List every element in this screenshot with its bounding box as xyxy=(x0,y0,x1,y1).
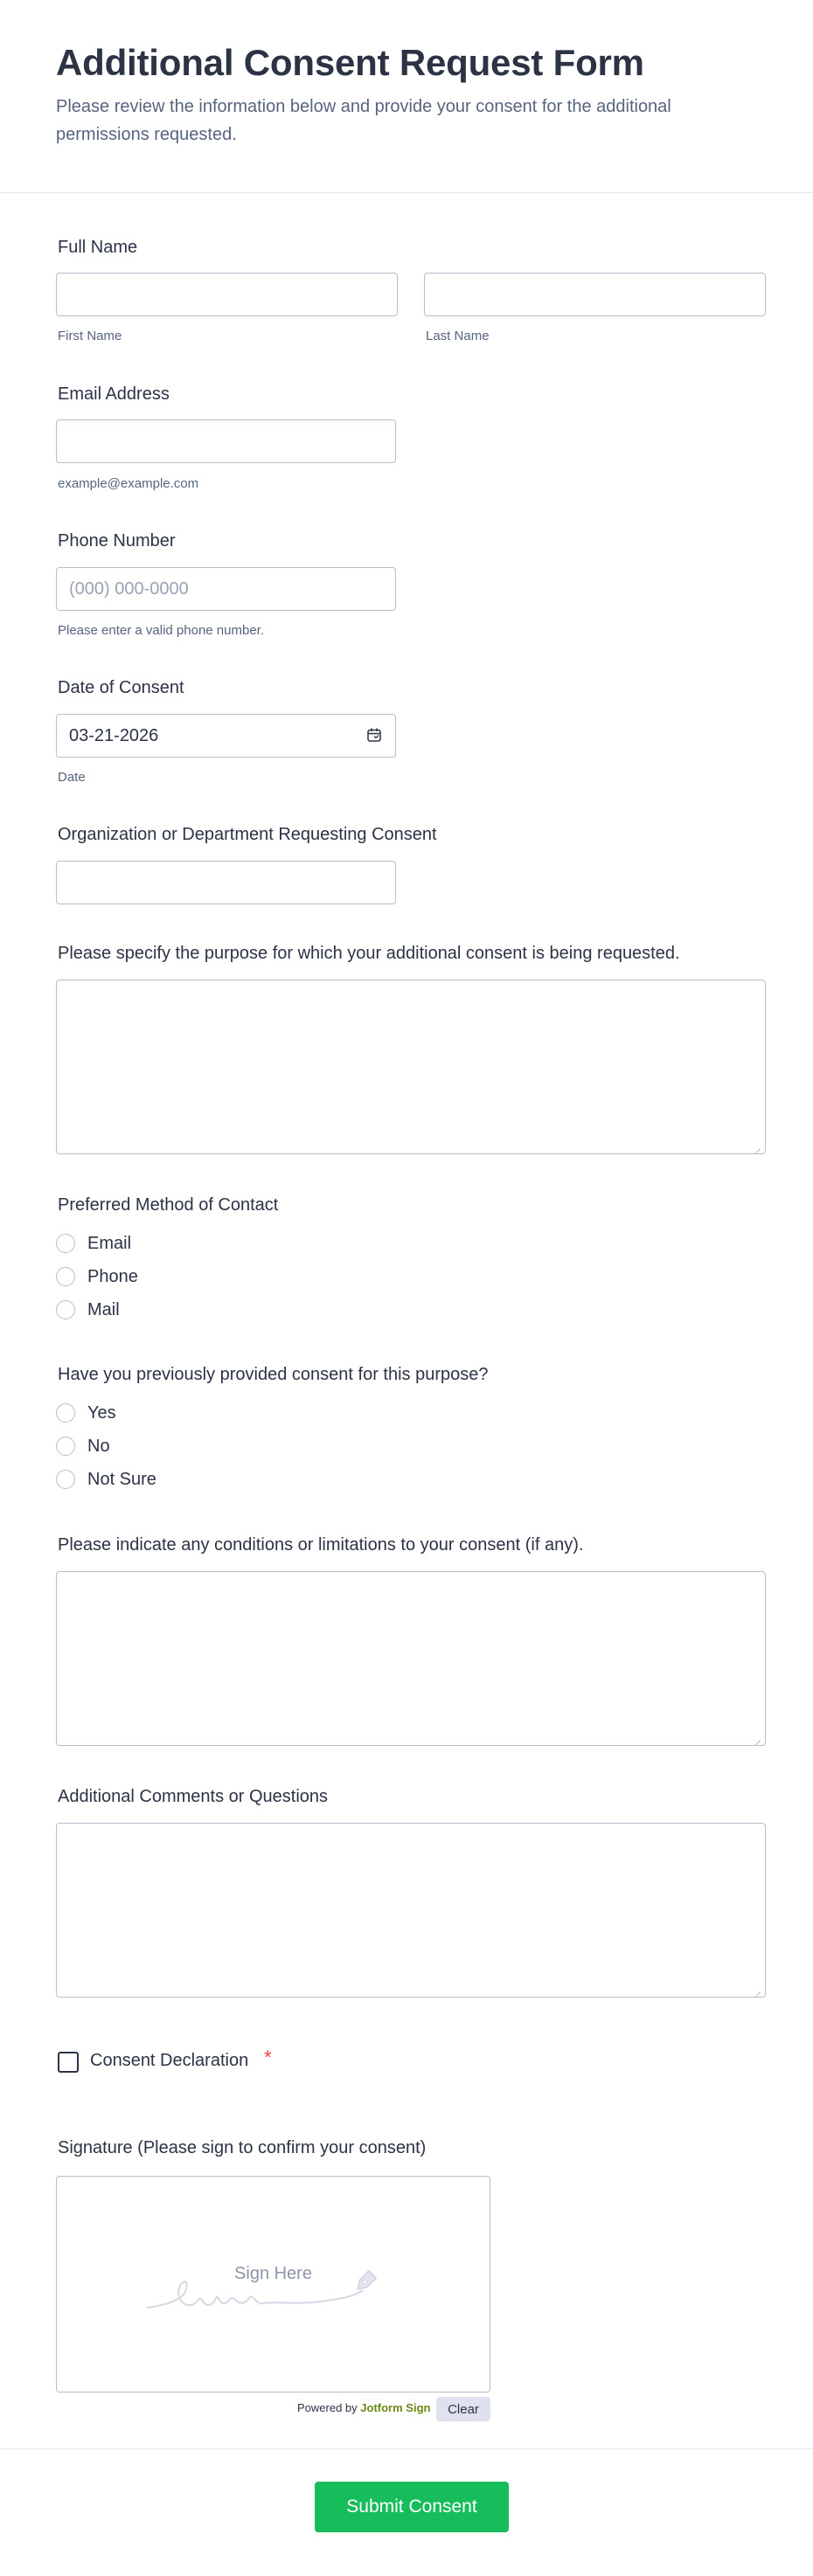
conditions-textarea[interactable] xyxy=(56,1571,766,1746)
radio-button[interactable] xyxy=(56,1470,75,1489)
phone-label: Phone Number xyxy=(58,531,176,551)
conditions-label: Please indicate any conditions or limitations to your consent (if any). xyxy=(58,1535,584,1555)
previous-option-not-sure[interactable] xyxy=(56,1468,156,1491)
resize-grip-icon[interactable] xyxy=(754,1985,761,1992)
radio-button[interactable] xyxy=(56,1300,75,1319)
form-header xyxy=(0,0,813,193)
previous-consent-label: Have you previously provided consent for this purpose? xyxy=(58,1365,489,1384)
page-title: Additional Consent Request Form xyxy=(56,42,644,83)
radio-label: No xyxy=(87,1436,110,1456)
contact-option-phone[interactable] xyxy=(56,1265,138,1288)
purpose-textarea[interactable] xyxy=(56,980,766,1154)
radio-button[interactable] xyxy=(56,1267,75,1286)
radio-label: Not Sure xyxy=(87,1469,156,1489)
organization-label: Organization or Department Requesting Consent xyxy=(58,825,437,844)
date-input[interactable] xyxy=(56,714,396,758)
contact-method-label: Preferred Method of Contact xyxy=(58,1195,279,1215)
organization-input[interactable] xyxy=(56,861,396,904)
email-input[interactable] xyxy=(56,419,396,463)
signature-placeholder-text: Sign Here xyxy=(234,2264,312,2283)
required-asterisk: * xyxy=(264,2046,272,2068)
comments-label: Additional Comments or Questions xyxy=(58,1787,329,1806)
date-label: Date of Consent xyxy=(58,678,184,697)
radio-button[interactable] xyxy=(56,1403,75,1423)
first-name-input[interactable] xyxy=(56,273,398,316)
email-sublabel: example@example.com xyxy=(58,476,199,491)
radio-button[interactable] xyxy=(56,1234,75,1253)
last-name-input[interactable] xyxy=(424,273,766,316)
contact-option-mail[interactable] xyxy=(56,1298,120,1321)
resize-grip-icon[interactable] xyxy=(754,1142,761,1149)
date-sublabel: Date xyxy=(58,770,86,785)
full-name-label: Full Name xyxy=(58,238,138,257)
powered-by-text xyxy=(297,2401,430,2414)
page-subtitle: Please review the information below and provide your consent for the additional permissions requested. xyxy=(56,97,671,144)
comments-textarea[interactable] xyxy=(56,1823,766,1998)
contact-option-email[interactable] xyxy=(56,1232,131,1255)
phone-input[interactable] xyxy=(56,567,396,611)
radio-label: Mail xyxy=(87,1299,120,1319)
purpose-label: Please specify the purpose for which your additional consent is being requested. xyxy=(58,944,680,963)
calendar-icon[interactable] xyxy=(366,727,382,743)
radio-label: Phone xyxy=(87,1266,138,1286)
consent-checkbox[interactable] xyxy=(58,2052,79,2073)
first-name-sublabel: First Name xyxy=(58,329,122,343)
radio-label: Yes xyxy=(87,1402,116,1423)
powered-by-prefix: Powered by xyxy=(297,2401,358,2414)
consent-declaration-label[interactable]: Consent Declaration xyxy=(90,2051,249,2070)
previous-option-yes[interactable] xyxy=(56,1402,116,1424)
signature-label: Signature (Please sign to confirm your consent) xyxy=(58,2138,427,2157)
previous-option-no[interactable] xyxy=(56,1435,110,1458)
resize-grip-icon[interactable] xyxy=(754,1734,761,1741)
footer-divider xyxy=(0,2448,813,2449)
signature-pad[interactable] xyxy=(56,2176,490,2392)
phone-sublabel: Please enter a valid phone number. xyxy=(58,623,264,638)
submit-consent-button[interactable]: Submit Consent xyxy=(315,2482,509,2532)
jotform-sign-brand: Jotform Sign xyxy=(360,2401,431,2414)
clear-signature-button[interactable]: Clear xyxy=(436,2397,490,2421)
email-label: Email Address xyxy=(58,384,170,404)
radio-label: Email xyxy=(87,1233,132,1253)
radio-button[interactable] xyxy=(56,1437,75,1456)
last-name-sublabel: Last Name xyxy=(426,329,490,343)
